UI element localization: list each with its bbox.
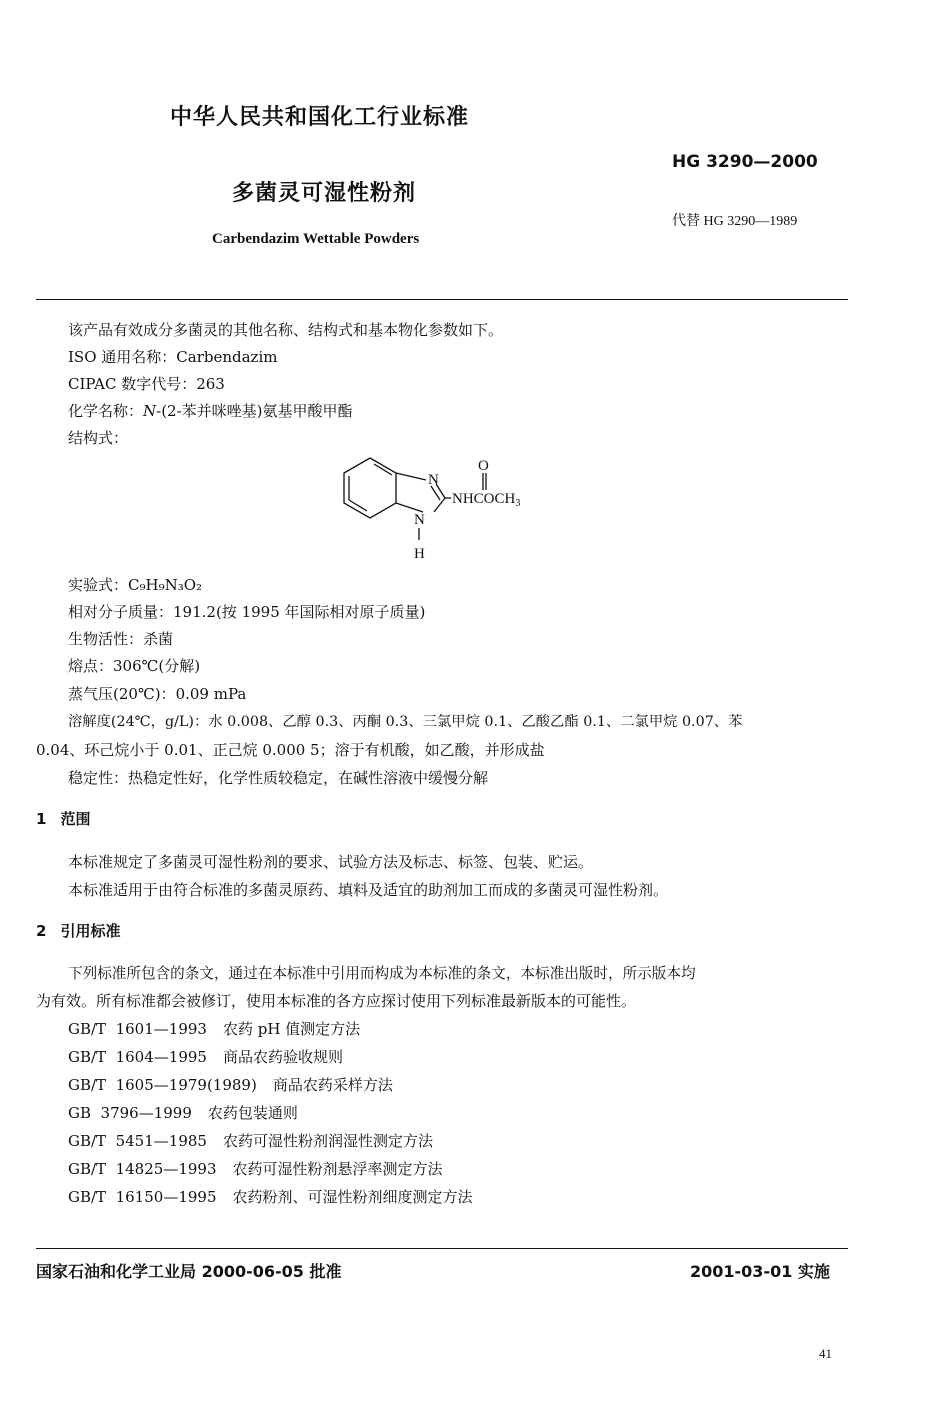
- reference-item: [68, 1130, 433, 1151]
- formula-value: C₉H₉N₃O₂: [128, 576, 203, 594]
- reference-code: GB/T 16150—1995: [68, 1188, 217, 1206]
- atom-n-top: N: [428, 472, 439, 488]
- molecular-mass: 相对分子质量：191.2(按 1995 年国际相对原子质量): [68, 603, 426, 621]
- approval-line: 国家石油和化学工业局 2000-06-05 批准: [36, 1262, 342, 1281]
- melting-point: 熔点：306℃(分解): [68, 657, 201, 675]
- atom-h: H: [414, 546, 425, 562]
- empirical-formula: [68, 574, 202, 595]
- reference-item: [68, 1018, 360, 1039]
- section-2-title: 引用标准: [60, 922, 121, 940]
- section-2-heading: [36, 920, 120, 941]
- reference-title: 农药 pH 值测定方法: [222, 1020, 361, 1038]
- section-1-para-2: 本标准适用于由符合标准的多菌灵原药、填料及适宜的助剂加工而成的多菌灵可湿性粉剂。: [68, 881, 669, 899]
- formula-label: 实验式：: [68, 576, 129, 594]
- solubility-line-2: 0.04、环己烷小于 0.01、正己烷 0.000 5；溶于有机酸，如乙酸，并形成盐: [36, 741, 545, 759]
- solubility-line-1: 溶解度(24℃，g/L)：水 0.008、乙醇 0.3、丙酮 0.3、三氯甲烷 0.1、乙酸乙酯 0.1、二氯甲烷 0.07、苯: [68, 714, 743, 730]
- intro-line: 该产品有效成分多菌灵的其他名称、结构式和基本物化参数如下。: [68, 321, 504, 339]
- atom-o: O: [478, 458, 489, 474]
- section-1-title: 范围: [60, 810, 91, 828]
- chem-value: -(2-苯并咪唑基)氨基甲酸甲酯: [156, 402, 353, 420]
- reference-code: GB/T 5451—1985: [68, 1132, 207, 1150]
- reference-title: 农药可湿性粉剂润湿性测定方法: [222, 1132, 433, 1150]
- header-rule: [36, 299, 848, 300]
- reference-code: GB/T 14825—1993: [68, 1160, 217, 1178]
- page-number: 41: [819, 1346, 832, 1361]
- cipac-label: CIPAC 数字代号：: [68, 375, 197, 393]
- section-1-heading: [36, 808, 90, 829]
- cipac-value: 263: [196, 375, 225, 393]
- stability: 稳定性：热稳定性好，化学性质较稳定，在碱性溶液中缓慢分解: [68, 769, 489, 787]
- vapor-pressure: 蒸气压(20℃)：0.09 mPa: [68, 685, 247, 703]
- chem-label: 化学名称：: [68, 402, 144, 420]
- effective-date: 2001-03-01 实施: [690, 1262, 830, 1281]
- structure-label: 结构式：: [68, 429, 129, 447]
- side-chain: $NHCOCH_3$: [452, 491, 521, 509]
- chemical-name: [68, 400, 353, 421]
- chem-italic-n: N: [143, 402, 157, 420]
- reference-item: [68, 1102, 298, 1123]
- section-2-para-line-2: 为有效。所有标准都会被修订，使用本标准的各方应探讨使用下列标准最新版本的可能性。: [36, 992, 637, 1010]
- reference-item: [68, 1186, 473, 1207]
- iso-label: ISO 通用名称：: [68, 348, 177, 366]
- cipac-code: [68, 373, 225, 394]
- reference-title: 商品农药验收规则: [222, 1048, 343, 1066]
- section-1-para-1: 本标准规定了多菌灵可湿性粉剂的要求、试验方法及标志、标签、包装、贮运。: [68, 853, 594, 871]
- reference-code: GB/T 1601—1993: [68, 1020, 207, 1038]
- section-1-number: 1: [36, 810, 47, 828]
- atom-n-bottom: N: [414, 512, 425, 528]
- document-title-english: Carbendazim Wettable Powders: [212, 231, 420, 247]
- org-title: 中华人民共和国化工行业标准: [170, 105, 470, 130]
- section-2-para-line-1: 下列标准所包含的条文，通过在本标准中引用而构成为本标准的条文，本标准出版时，所示版本均: [68, 965, 696, 982]
- section-2-number: 2: [36, 922, 47, 940]
- reference-code: GB/T 1605—1979(1989): [68, 1076, 257, 1094]
- reference-title: 农药可湿性粉剂悬浮率测定方法: [232, 1160, 443, 1178]
- bioactivity: 生物活性：杀菌: [68, 630, 174, 648]
- footer-rule: [36, 1248, 848, 1249]
- reference-item: [68, 1074, 393, 1095]
- iso-value: Carbendazim: [176, 348, 278, 366]
- reference-title: 农药粉剂、可湿性粉剂细度测定方法: [232, 1188, 473, 1206]
- reference-title: 商品农药采样方法: [272, 1076, 393, 1094]
- reference-code: GB/T 1604—1995: [68, 1048, 207, 1066]
- reference-item: [68, 1158, 443, 1179]
- reference-code: GB 3796—1999: [68, 1104, 192, 1122]
- reference-title: 农药包装通则: [207, 1104, 298, 1122]
- benzene-ring: [344, 458, 396, 518]
- structural-formula: [330, 452, 570, 572]
- document-title: 多菌灵可湿性粉剂: [232, 181, 417, 206]
- iso-name: [68, 346, 277, 367]
- standard-number: HG 3290—2000: [672, 152, 818, 172]
- replaces-standard: 代替 HG 3290—1989: [672, 214, 798, 229]
- reference-item: [68, 1046, 343, 1067]
